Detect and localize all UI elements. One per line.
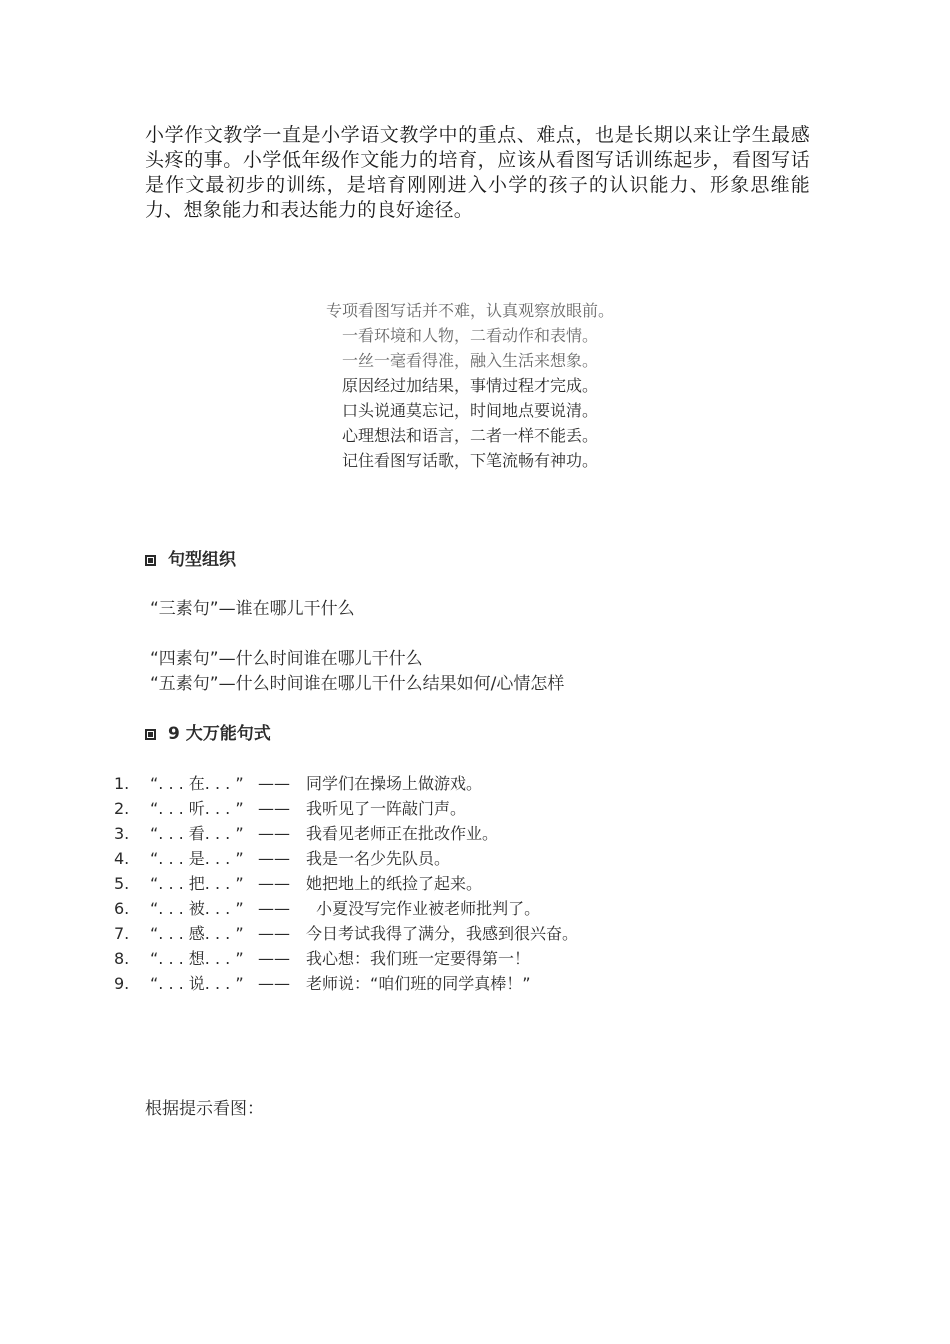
dash: —— [258,924,290,943]
pattern-text: “. . . 把. . . ” [150,874,244,893]
example-sentence: 同学们在操场上做游戏。 [306,774,483,793]
intro-paragraph: 小学作文教学一直是小学语文教学中的重点、难点，也是长期以来让学生最感头疼的事。小学低年级作文能力的培育，应该从看图写话训练起步，看图写话是作文最初步的训练，是培育刚刚进入小学的孩子的认识能力、形象思维能力、想象能力和表达能力的良好途径。 [145,124,810,221]
dash: —— [258,974,290,993]
pattern-text: “. . . 感. . . ” [150,924,244,943]
dash: —— [258,949,290,968]
pattern-text: “. . . 想. . . ” [150,949,244,968]
pattern-text: “. . . 听. . . ” [150,799,244,818]
square-bullet-icon [145,555,156,566]
dash: —— [258,774,290,793]
pattern-text: “. . . 是. . . ” [150,849,244,868]
writing-song [240,298,700,473]
example-sentence: 今日考试我得了满分，我感到很兴奋。 [306,924,579,943]
item-number: 7. [114,924,130,943]
item-number: 8. [114,949,130,968]
song-line: 原因经过加结果，事情过程才完成。 [341,376,598,395]
section-heading-sentence-patterns [145,723,271,745]
picture-prompt: 根据提示看图： [145,1099,264,1119]
song-line: 记住看图写话歌，下笔流畅有神功。 [341,451,598,470]
sentence-type-five: “五素句”—什么时间谁在哪儿干什么结果如何/心情怎样 [150,674,565,694]
pattern-text: “. . . 说. . . ” [150,974,244,993]
item-number: 1. [114,774,130,793]
item-number: 9. [114,974,130,993]
example-sentence: 我听见了一阵敲门声。 [306,799,467,818]
song-line: 专项看图写话并不难，认真观察放眼前。 [325,301,614,320]
example-sentence: 老师说：“咱们班的同学真棒！” [306,974,531,993]
dash: —— [258,849,290,868]
song-line: 心理想法和语言，二者一样不能丢。 [341,426,598,445]
item-number: 4. [114,849,130,868]
song-line: 一看环境和人物，二看动作和表情。 [341,326,598,345]
dash: —— [258,824,290,843]
item-number: 5. [114,874,130,893]
sentence-type-three: “三素句”—谁在哪儿干什么 [150,599,355,619]
song-line: 口头说通莫忘记，时间地点要说清。 [341,401,598,420]
pattern-text: “. . . 被. . . ” [150,899,244,918]
section-title: 9 大万能句式 [168,724,271,744]
song-line: 一丝一毫看得准，融入生活来想象。 [341,351,598,370]
example-sentence: 小夏没写完作业被老师批判了。 [306,899,541,918]
pattern-text: “. . . 看. . . ” [150,824,244,843]
section-heading-sentence-structure [145,549,236,571]
square-bullet-icon [145,729,156,740]
item-number: 3. [114,824,130,843]
example-sentence: 她把地上的纸捡了起来。 [306,874,483,893]
pattern-text: “. . . 在. . . ” [150,774,244,793]
dash: —— [258,899,290,918]
dash: —— [258,799,290,818]
dash: —— [258,874,290,893]
example-sentence: 我看见老师正在批改作业。 [306,824,499,843]
item-number: 6. [114,899,130,918]
item-number: 2. [114,799,130,818]
sentence-type-four: “四素句”—什么时间谁在哪儿干什么 [150,649,423,669]
example-sentence: 我心想：我们班一定要得第一！ [306,949,531,968]
section-title: 句型组织 [168,550,236,570]
example-sentence: 我是一名少先队员。 [306,849,451,868]
